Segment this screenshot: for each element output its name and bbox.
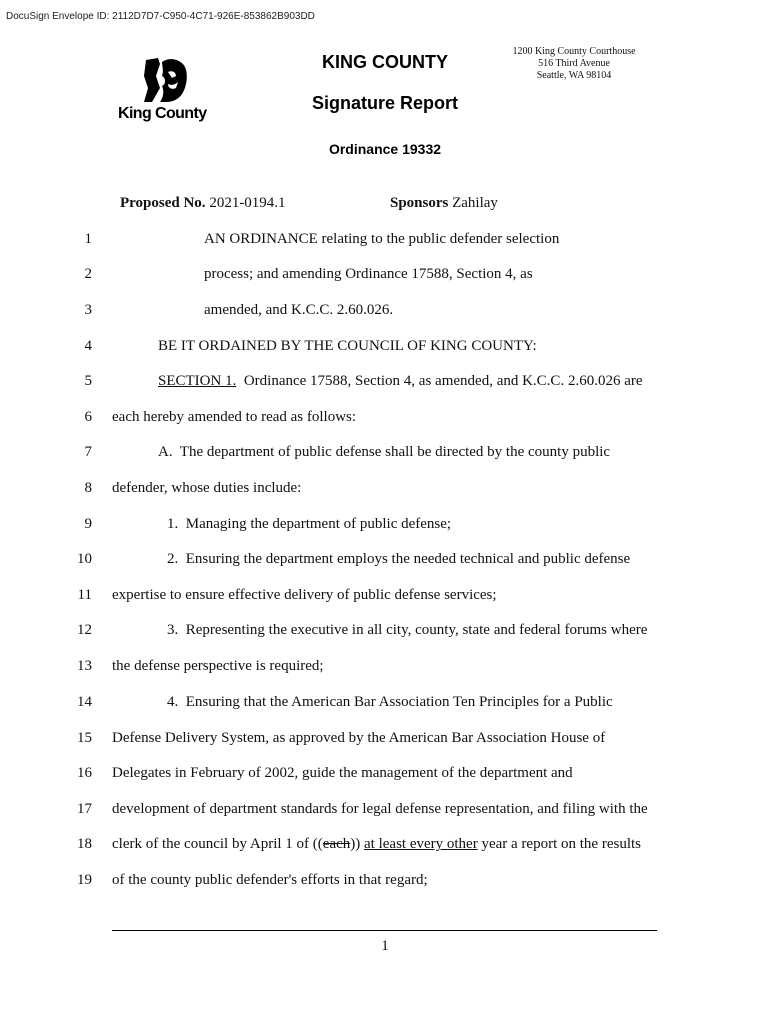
struck-text: each bbox=[322, 836, 351, 852]
proposed-number bbox=[120, 195, 286, 212]
ordinance-line bbox=[0, 620, 770, 640]
address-line: 516 Third Avenue bbox=[538, 58, 610, 69]
address-line: Seattle, WA 98104 bbox=[536, 70, 612, 81]
line-text: the defense perspective is required; bbox=[112, 658, 324, 674]
line-number: 14 bbox=[77, 694, 92, 710]
header-report-title: Signature Report bbox=[311, 93, 458, 113]
sponsors-label: Sponsors bbox=[390, 195, 449, 211]
line-text-mid: )) bbox=[350, 836, 365, 852]
line-text: amended, and K.C.C. 2.60.026. bbox=[204, 302, 394, 318]
line-text: defender, whose duties include: bbox=[112, 480, 302, 496]
line-number: 16 bbox=[77, 765, 92, 781]
inserted-text: at least every other bbox=[364, 836, 478, 852]
line-number: 9 bbox=[84, 516, 92, 532]
line-number: 2 bbox=[84, 266, 92, 282]
ordinance-line bbox=[0, 300, 770, 320]
ordinance-line bbox=[0, 656, 770, 676]
line-text: of the county public defender's efforts in that regard; bbox=[112, 872, 428, 888]
king-county-logo bbox=[116, 58, 216, 128]
header-ordinance: Ordinance 19332 bbox=[328, 141, 442, 157]
line-text-post: year a report on the results bbox=[477, 836, 641, 852]
ordinance-line bbox=[0, 585, 770, 605]
ordinance-line bbox=[0, 478, 770, 498]
logo-text: King County bbox=[118, 105, 207, 122]
ordinance-line bbox=[0, 371, 770, 391]
line-number: 10 bbox=[77, 551, 92, 567]
ordinance-line bbox=[0, 336, 770, 356]
docusign-envelope-id: DocuSign Envelope ID: 2112D7D7-C950-4C71-926E-853862B903DD bbox=[6, 11, 315, 22]
line-number: 11 bbox=[77, 587, 92, 603]
mlk-portrait-logo-icon bbox=[142, 58, 188, 102]
ordinance-line bbox=[0, 229, 770, 249]
line-text: 4. Ensuring that the American Bar Association Ten Principles for a Public bbox=[167, 694, 613, 710]
line-text: 2. Ensuring the department employs the needed technical and public defense bbox=[167, 551, 631, 567]
line-text bbox=[112, 834, 641, 854]
line-number: 5 bbox=[84, 373, 92, 389]
line-text: 3. Representing the executive in all city, county, state and federal forums where bbox=[167, 622, 648, 638]
line-number: 6 bbox=[84, 409, 92, 425]
ordinance-line bbox=[0, 692, 770, 712]
line-number: 13 bbox=[77, 658, 92, 674]
line-text: Defense Delivery System, as approved by the American Bar Association House of bbox=[112, 730, 606, 746]
courthouse-address bbox=[506, 46, 642, 82]
line-number: 7 bbox=[84, 444, 92, 460]
ordinance-line bbox=[0, 442, 770, 462]
section-heading: SECTION 1. bbox=[158, 373, 237, 389]
sponsors-value: Zahilay bbox=[452, 195, 498, 211]
line-number: 4 bbox=[84, 338, 92, 354]
ordinance-line bbox=[0, 407, 770, 427]
line-text-rest: Ordinance 17588, Section 4, as amended, and K.C.C. 2.60.026 are bbox=[236, 373, 643, 389]
line-number: 18 bbox=[77, 836, 92, 852]
line-number: 12 bbox=[77, 622, 92, 638]
line-text: AN ORDINANCE relating to the public defender selection bbox=[204, 231, 560, 247]
line-number: 8 bbox=[84, 480, 92, 496]
header-county: KING COUNTY bbox=[322, 52, 448, 72]
proposed-label: Proposed No. bbox=[120, 195, 206, 211]
line-number: 19 bbox=[77, 872, 92, 888]
line-text: development of department standards for legal defense representation, and filing with the bbox=[112, 801, 648, 817]
line-text: 1. Managing the department of public defense; bbox=[167, 516, 452, 532]
line-text-pre: clerk of the council by April 1 of (( bbox=[112, 836, 323, 852]
sponsors bbox=[390, 195, 498, 212]
ordinance-line bbox=[0, 264, 770, 284]
line-text: each hereby amended to read as follows: bbox=[112, 409, 357, 425]
page-number: 1 bbox=[381, 938, 389, 954]
line-text: Delegates in February of 2002, guide the management of the department and bbox=[112, 765, 573, 781]
ordinance-line bbox=[0, 549, 770, 569]
line-text bbox=[158, 371, 643, 391]
footer-rule bbox=[112, 930, 657, 931]
line-text: BE IT ORDAINED BY THE COUNCIL OF KING COUNTY: bbox=[158, 338, 537, 354]
proposed-value: 2021-0194.1 bbox=[209, 195, 286, 211]
ordinance-line bbox=[0, 763, 770, 783]
line-text: process; and amending Ordinance 17588, Section 4, as bbox=[204, 266, 533, 282]
line-number: 15 bbox=[77, 730, 92, 746]
line-text: expertise to ensure effective delivery of public defense services; bbox=[112, 587, 497, 603]
line-number: 17 bbox=[77, 801, 92, 817]
ordinance-line bbox=[0, 870, 770, 890]
ordinance-line bbox=[0, 514, 770, 534]
line-number: 3 bbox=[84, 302, 92, 318]
line-number: 1 bbox=[84, 231, 92, 247]
address-line: 1200 King County Courthouse bbox=[512, 46, 636, 57]
ordinance-line bbox=[0, 834, 770, 854]
line-text: A. The department of public defense shall be directed by the county public bbox=[158, 444, 611, 460]
ordinance-line bbox=[0, 799, 770, 819]
ordinance-line bbox=[0, 728, 770, 748]
